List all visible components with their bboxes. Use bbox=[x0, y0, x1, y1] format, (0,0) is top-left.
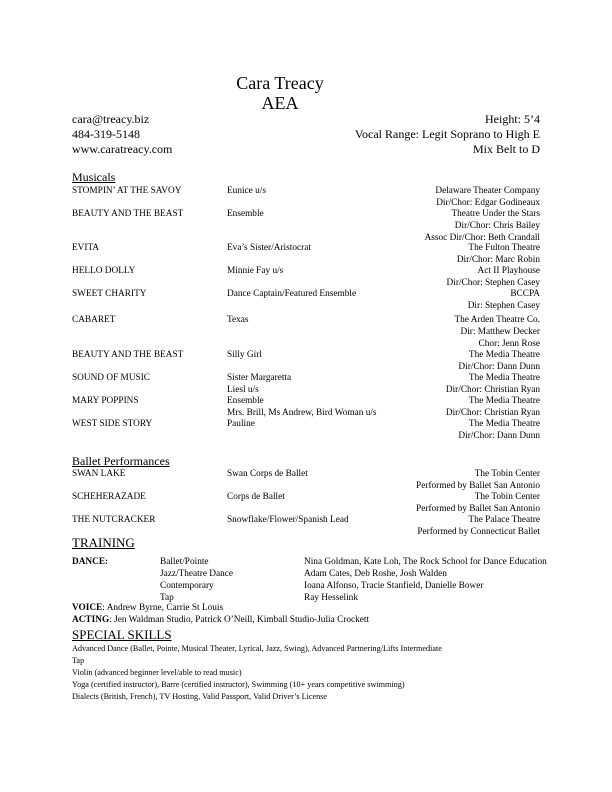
musicals-heading: Musicals bbox=[72, 170, 116, 184]
contact-info bbox=[72, 112, 172, 157]
venue-credit: Dir: Stephen Casey bbox=[467, 301, 540, 311]
show-title: SWEET CHARITY bbox=[72, 289, 147, 299]
venue bbox=[457, 242, 540, 266]
venue-credit: Dir/Chor: Dann Dunn bbox=[458, 431, 540, 441]
role bbox=[227, 242, 311, 254]
venue bbox=[458, 349, 540, 373]
venue-credit: Assoc Dir/Chor: Beth Crandall bbox=[424, 233, 540, 243]
role-line: Eva’s Sister/Aristocrat bbox=[227, 243, 311, 253]
height: Height: 5’4 bbox=[485, 112, 540, 126]
venue-credit: Dir/Chor: Stephen Casey bbox=[446, 278, 540, 288]
role bbox=[227, 395, 377, 419]
venue-name: The Media Theatre bbox=[468, 396, 540, 406]
role bbox=[227, 514, 349, 526]
venue-name: Theatre Under the Stars bbox=[451, 209, 540, 219]
venue bbox=[454, 314, 540, 350]
dance-style: Contemporary bbox=[160, 581, 214, 591]
venue-name: The Tobin Center bbox=[474, 492, 540, 502]
voice-label: VOICE bbox=[72, 603, 103, 613]
skill-item: Yoga (certified instructor), Barre (certified instructor), Swimming (10+ years competitive swimming) bbox=[72, 680, 405, 689]
dance-style: Jazz/Theatre Dance bbox=[160, 569, 234, 579]
show-title: SWAN LAKE bbox=[72, 469, 126, 479]
role-line: Swan Corps de Ballet bbox=[227, 469, 308, 479]
venue-credit: Dir/Chor: Christian Ryan bbox=[445, 408, 540, 418]
role bbox=[227, 288, 356, 300]
role-line: Ensemble bbox=[227, 396, 264, 406]
acting-label: ACTING bbox=[72, 615, 110, 625]
dance-teachers: Ray Hesselink bbox=[304, 593, 358, 603]
role-line: Corps de Ballet bbox=[227, 492, 285, 502]
venue-credit: Performed by Connecticut Ballet bbox=[417, 527, 540, 537]
ballet-heading: Ballet Performances bbox=[72, 454, 170, 468]
show-title: HELLO DOLLY bbox=[72, 266, 136, 276]
dance-teachers: Ioana Alfonso, Tracie Stanfield, Danielle Bower bbox=[304, 581, 484, 591]
training-heading: TRAINING bbox=[72, 535, 135, 550]
venue bbox=[416, 468, 540, 492]
venue-name: The Media Theatre bbox=[468, 350, 540, 360]
dance-style: Tap bbox=[160, 593, 174, 603]
skill-item: Dialects (British, French), TV Hosting, Valid Passport, Valid Driver’s License bbox=[72, 692, 328, 701]
vocal-range: Vocal Range: Legit Soprano to High E bbox=[354, 127, 540, 141]
venue bbox=[446, 372, 540, 396]
role bbox=[227, 491, 285, 503]
venue-credit: Performed by Ballet San Antonio bbox=[416, 481, 540, 491]
acting-teachers: : Jen Waldman Studio, Patrick O’Neill, Kimball Studio-Julia Crockett bbox=[109, 615, 370, 625]
venue-name: Delaware Theater Company bbox=[435, 186, 540, 196]
performer-name: Cara Treacy bbox=[236, 73, 324, 93]
venue-credit: Dir: Matthew Decker bbox=[460, 327, 540, 337]
role bbox=[227, 185, 266, 197]
show-title: THE NUTCRACKER bbox=[72, 515, 156, 525]
role-line: Silly Girl bbox=[227, 350, 262, 360]
venue bbox=[447, 265, 540, 289]
role bbox=[227, 265, 283, 277]
role-line: Dance Captain/Featured Ensemble bbox=[227, 289, 357, 299]
phone: 484-319-5148 bbox=[72, 127, 140, 141]
role-line: Minnie Fay u/s bbox=[227, 266, 284, 276]
venue-credit: Performed by Ballet San Antonio bbox=[416, 504, 540, 514]
vocal-range-belt: Mix Belt to D bbox=[472, 142, 540, 156]
voice-training bbox=[72, 602, 223, 614]
show-title: BEAUTY AND THE BEAST bbox=[72, 209, 184, 219]
special-skills-heading: SPECIAL SKILLS bbox=[72, 627, 172, 642]
role-line: Texas bbox=[227, 315, 249, 325]
special-skills-list bbox=[72, 643, 442, 703]
role bbox=[227, 314, 249, 326]
union-affiliation: AEA bbox=[261, 93, 299, 113]
venue bbox=[417, 514, 540, 538]
acting-training bbox=[72, 614, 369, 626]
show-title: EVITA bbox=[72, 243, 100, 253]
role bbox=[227, 372, 291, 396]
voice-teachers: : Andrew Byrne, Carrie St Louis bbox=[102, 603, 224, 613]
show-title: BEAUTY AND THE BEAST bbox=[72, 350, 184, 360]
email: cara@treacy.biz bbox=[72, 112, 150, 126]
role-line: Snowflake/Flower/Spanish Lead bbox=[227, 515, 349, 525]
venue-name: The Media Theatre bbox=[468, 373, 540, 383]
skill-item: Advanced Dance (Ballet, Pointe, Musical Theater, Lyrical, Jazz, Swing), Advanced Partnering/Lifts Intermediate bbox=[72, 644, 442, 653]
role-line: Liesl u/s bbox=[227, 385, 259, 395]
venue bbox=[458, 418, 540, 442]
skill-item: Tap bbox=[72, 656, 85, 665]
venue-name: The Tobin Center bbox=[474, 469, 540, 479]
show-title: MARY POPPINS bbox=[72, 396, 139, 406]
role bbox=[227, 208, 264, 220]
venue-name: The Fulton Theatre bbox=[468, 243, 540, 253]
venue-credit: Chor: Jenn Rose bbox=[478, 339, 540, 349]
role-line: Pauline bbox=[227, 419, 255, 429]
venue bbox=[425, 208, 540, 244]
website: www.caratreacy.com bbox=[72, 142, 173, 156]
venue-credit: Dir/Chor: Edgar Godineaux bbox=[436, 198, 540, 208]
physical-info bbox=[355, 112, 540, 157]
venue bbox=[468, 288, 540, 312]
dance-teachers: Adam Cates, Deb Roshe, Josh Walden bbox=[304, 569, 447, 579]
show-title: STOMPIN’ AT THE SAVOY bbox=[72, 186, 182, 196]
role-line: Sister Margaretta bbox=[227, 373, 292, 383]
venue-name: BCCPA bbox=[510, 289, 540, 299]
role bbox=[227, 418, 255, 430]
venue-credit: Dir/Chor: Dann Dunn bbox=[458, 362, 540, 372]
dance-teachers: Nina Goldman, Kate Loh, The Rock School for Dance Education bbox=[304, 557, 547, 567]
venue-credit: Dir/Chor: Chris Bailey bbox=[454, 221, 540, 231]
venue-credit: Dir/Chor: Marc Robin bbox=[456, 255, 540, 265]
venue bbox=[435, 185, 540, 209]
venue bbox=[416, 491, 540, 515]
role-line: Ensemble bbox=[227, 209, 264, 219]
role-line: Eunice u/s bbox=[227, 186, 266, 196]
show-title: SOUND OF MUSIC bbox=[72, 373, 151, 383]
venue-name: Act II Playhouse bbox=[477, 266, 540, 276]
venue-name: The Palace Theatre bbox=[468, 515, 540, 525]
skill-item: Violin (advanced beginner level/able to read music) bbox=[72, 668, 242, 677]
venue-credit: Dir/Chor: Christian Ryan bbox=[445, 385, 540, 395]
dance-style: Ballet/Pointe bbox=[160, 557, 209, 567]
role-line: Mrs. Brill, Ms Andrew, Bird Woman u/s bbox=[227, 408, 377, 418]
show-title: WEST SIDE STORY bbox=[72, 419, 153, 429]
venue bbox=[446, 395, 540, 419]
role bbox=[227, 468, 308, 480]
venue-name: The Arden Theatre Co. bbox=[454, 315, 540, 325]
show-title: CABARET bbox=[72, 315, 116, 325]
venue-name: The Media Theatre bbox=[468, 419, 540, 429]
dance-label: DANCE: bbox=[72, 557, 109, 567]
show-title: SCHEHERAZADE bbox=[72, 492, 146, 502]
role bbox=[227, 349, 262, 361]
